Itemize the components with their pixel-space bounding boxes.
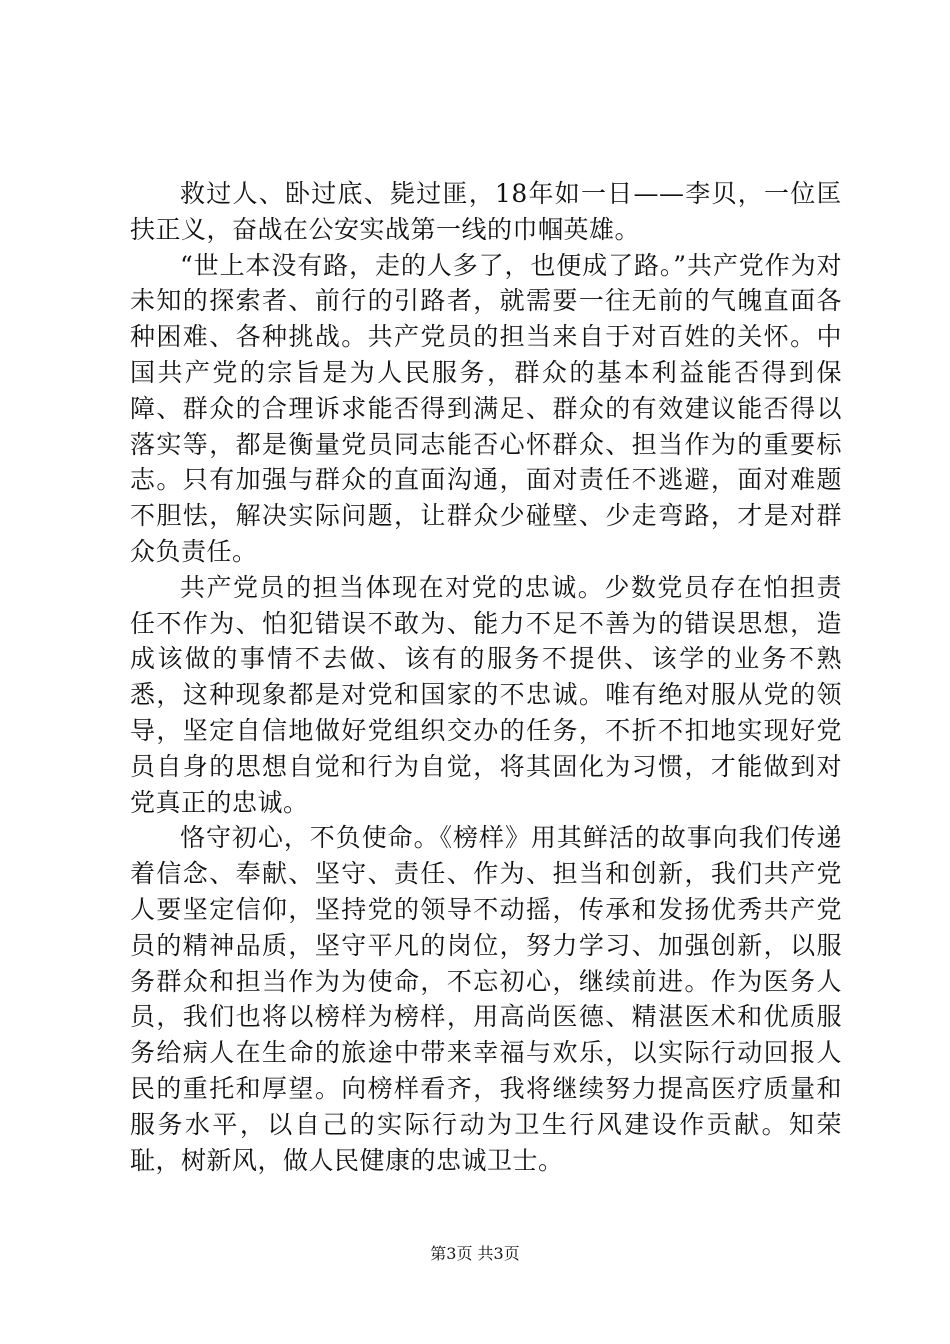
paragraph-3: 共产党员的担当体现在对党的忠诚。少数党员存在怕担责任不作为、怕犯错误不敢为、能力不足不善为的错误思想，造成该做的事情不去做、该有的服务不提供、该学的业务不熟悉，这种现象都是对党和国家的不忠诚。唯有绝对服从党的领导，坚定自信地做好党组织交办的任务，不折不扣地实现好党员自身的思想自觉和行为自觉，将其固化为习惯，才能做到对党真正的忠诚。 (130, 572, 842, 817)
page-number: 第3页 共3页 (430, 1244, 520, 1263)
paragraph-1: 救过人、卧过底、毙过匪，18年如一日——李贝，一位匡扶正义，奋战在公安实战第一线的巾帼英雄。 (130, 179, 842, 244)
document-body (130, 176, 842, 1178)
paragraph-2: “世上本没有路，走的人多了，也便成了路。”共产党作为对未知的探索者、前行的引路者，就需要一往无前的气魄直面各种困难、各种挑战。共产党员的担当来自于对百姓的关怀。中国共产党的宗旨是为人民服务，群众的基本利益能否得到保障、群众的合理诉求能否得到满足、群众的有效建议能否得以落实等，都是衡量党员同志能否心怀群众、担当作为的重要标志。只有加强与群众的直面沟通，面对责任不逃避，面对难题不胆怯，解决实际问题，让群众少碰壁、少走弯路，才是对群众负责任。 (130, 250, 842, 566)
page-footer (0, 1244, 950, 1264)
paragraph-4: 恪守初心，不负使命。《榜样》用其鲜活的故事向我们传递着信念、奉献、坚守、责任、作为、担当和创新，我们共产党人要坚定信仰，坚持党的领导不动摇，传承和发扬优秀共产党员的精神品质，坚守平凡的岗位，努力学习、加强创新，以服务群众和担当作为为使命，不忘初心，继续前进。作为医务人员，我们也将以榜样为榜样，用高尚医德、精湛医术和优质服务给病人在生命的旅途中带来幸福与欢乐，以实际行动回报人民的重托和厚望。向榜样看齐，我将继续努力提高医疗质量和服务水平，以自己的实际行动为卫生行风建设作贡献。知荣耻，树新风，做人民健康的忠诚卫士。 (130, 823, 842, 1175)
